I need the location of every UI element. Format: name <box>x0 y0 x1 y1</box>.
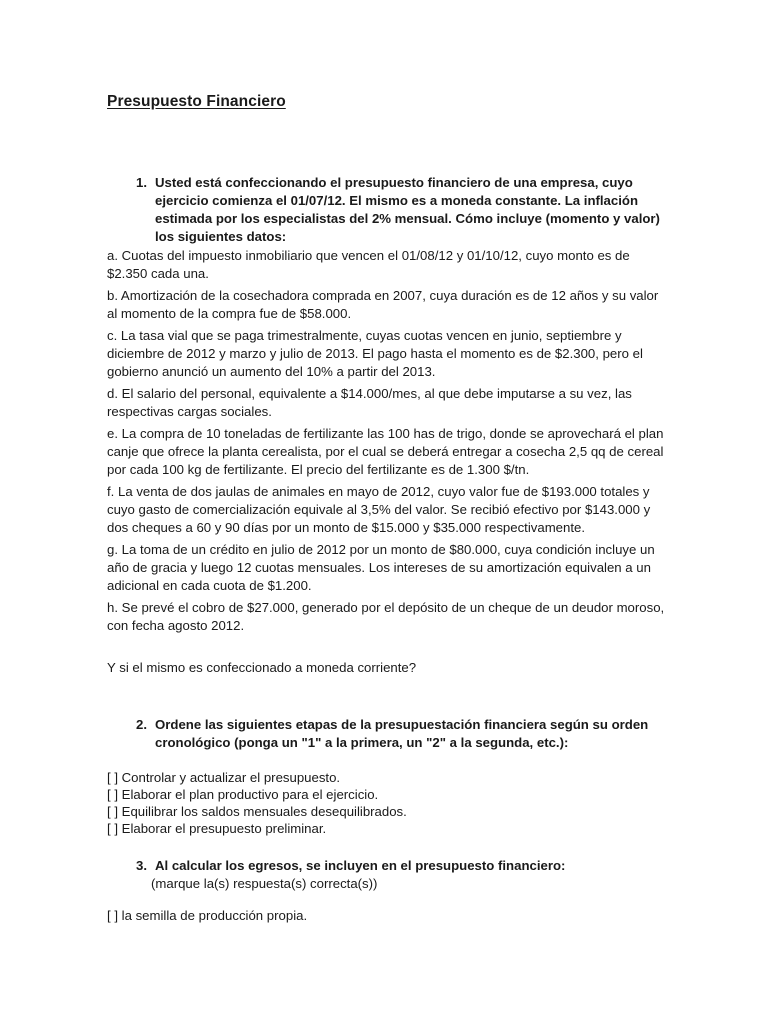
question-1-followup: Y si el mismo es confeccionado a moneda corriente? <box>107 660 417 675</box>
checkbox-option[interactable]: [ ] la semilla de producción propia. <box>107 908 308 923</box>
question-1 <box>107 174 667 246</box>
list-item: h. Se prevé el cobro de $27.000, generado por el depósito de un cheque de un deudor moroso, con fecha agosto 2012. <box>107 600 665 633</box>
list-item: e. La compra de 10 toneladas de fertilizante las 100 has de trigo, donde se aprovechará el plan canje que ofrece la planta cerealista, por el cual se deberá entregar a cosecha 2,5 qq de cereal por cada 100 kg de fertilizante. El precio del fertilizante es de 1.300 $/tn. <box>107 426 664 477</box>
checkbox-option[interactable]: [ ] Elaborar el plan productivo para el ejercicio. <box>107 787 379 802</box>
question-3-instructions: (marque la(s) respuesta(s) correcta(s)) <box>151 876 378 891</box>
question-2-text: Ordene las siguientes etapas de la presupuestación financiera según su orden cronológico (ponga un "1" a la primera, un "2" a la segunda, etc.): <box>155 717 649 750</box>
checkbox-option[interactable]: [ ] Equilibrar los saldos mensuales desequilibrados. <box>107 804 407 819</box>
question-2 <box>107 716 667 752</box>
document-title: Presupuesto Financiero <box>107 93 286 110</box>
question-2-heading <box>107 716 667 752</box>
list-item: d. El salario del personal, equivalente a $14.000/mes, al que debe imputarse a su vez, las respectivas cargas sociales. <box>107 386 632 419</box>
checkbox-option[interactable]: [ ] Elaborar el presupuesto preliminar. <box>107 821 327 836</box>
question-1-items <box>107 247 667 639</box>
question-3-text: Al calcular los egresos, se incluyen en el presupuesto financiero: <box>155 858 566 873</box>
question-3-options <box>107 907 667 924</box>
question-1-number: 1. <box>136 175 147 190</box>
list-item: b. Amortización de la cosechadora comprada en 2007, cuya duración es de 12 años y su valor al momento de la compra fue de $58.000. <box>107 288 659 321</box>
question-3-number: 3. <box>136 858 147 873</box>
list-item: f. La venta de dos jaulas de animales en mayo de 2012, cuyo valor fue de $193.000 totales y cuyo gasto de comercialización equivale al 3,5% del valor. Se recibió efectivo por $143.000 y dos cheques a 60 y 90 días por un monto de $15.000 y $35.000 respectivamente. <box>107 484 651 535</box>
question-1-text: Usted está confeccionando el presupuesto financiero de una empresa, cuyo ejercicio comienza el 01/07/12. El mismo es a moneda constante. La inflación estimada por los especialistas del 2% mensual. Cómo incluye (momento y valor) los siguientes datos: <box>155 175 660 244</box>
list-item: a. Cuotas del impuesto inmobiliario que vencen el 01/08/12 y 01/10/12, cuyo monto es de $2.350 cada una. <box>107 248 630 281</box>
list-item: c. La tasa vial que se paga trimestralmente, cuyas cuotas vencen en junio, septiembre y diciembre de 2012 y marzo y julio de 2013. El pago hasta el momento es de $2.300, pero el gobierno anunció un aumento del 10% a partir del 2013. <box>107 328 643 379</box>
question-2-number: 2. <box>136 717 147 732</box>
question-3 <box>107 857 667 893</box>
question-2-options <box>107 769 667 837</box>
question-1-heading <box>107 174 667 246</box>
question-3-heading <box>107 857 667 875</box>
list-item: g. La toma de un crédito en julio de 2012 por un monto de $80.000, cuya condición incluye un año de gracia y luego 12 cuotas mensuales. Los intereses de su amortización equivalen a un adicional en cada cuota de $1.200. <box>107 542 655 593</box>
checkbox-option[interactable]: [ ] Controlar y actualizar el presupuesto. <box>107 770 341 785</box>
